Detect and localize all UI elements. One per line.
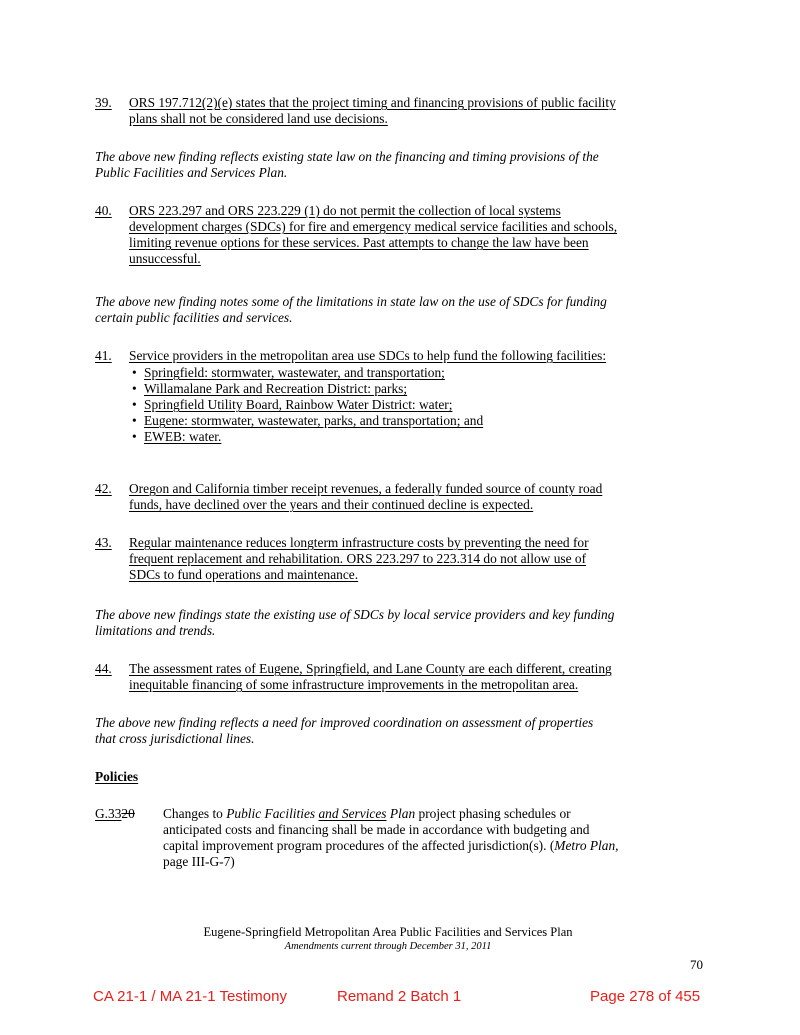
note-line: limitations and trends.: [95, 623, 216, 638]
finding-note: [95, 294, 710, 326]
finding-line: development charges (SDCs) for fire and emergency medical service facilities and schools,: [129, 219, 618, 234]
finding-line: unsuccessful.: [129, 251, 201, 266]
list-item: • Springfield: stormwater, wastewater, and transportation;: [132, 365, 445, 380]
finding-42: [95, 481, 710, 513]
list-item: • Willamalane Park and Recreation District: parks;: [132, 381, 408, 396]
list-item: • EWEB: water.: [132, 429, 222, 444]
finding-number: 41.: [95, 348, 112, 363]
note-line: The above new finding reflects existing state law on the financing and timing provisions of the: [95, 149, 599, 164]
note-line: that cross jurisdictional lines.: [95, 731, 255, 746]
bullet-icon: •: [132, 429, 137, 444]
stamp-testimony: CA 21-1 / MA 21-1 Testimony: [93, 988, 287, 1005]
finding-number: 39.: [95, 95, 112, 110]
note-line: Public Facilities and Services Plan.: [95, 165, 288, 180]
stamp-page: Page 278 of 455: [590, 988, 701, 1005]
finding-line: limiting revenue options for these services. Past attempts to change the law have been: [129, 235, 589, 250]
bullet-icon: •: [132, 365, 137, 380]
policy-code-old: 20: [121, 806, 135, 821]
bullet-icon: •: [132, 413, 137, 428]
finding-line: plans shall not be considered land use decisions.: [129, 111, 388, 126]
stamp-batch: Remand 2 Batch 1: [337, 988, 462, 1005]
finding-line: inequitable financing of some infrastructure improvements in the metropolitan area.: [129, 677, 579, 692]
finding-line: Regular maintenance reduces longterm infrastructure costs by preventing the need for: [129, 535, 589, 550]
finding-line: Service providers in the metropolitan area use SDCs to help fund the following facilities:: [129, 348, 607, 363]
policy-code-new: G.33: [95, 806, 122, 821]
finding-line: SDCs to fund operations and maintenance.: [129, 567, 359, 582]
finding-number: 40.: [95, 203, 112, 218]
page-number: 70: [690, 957, 703, 972]
note-line: The above new findings state the existing use of SDCs by local service providers and key funding: [95, 607, 615, 622]
finding-41: [95, 348, 710, 364]
finding-note: [95, 607, 710, 639]
list-item: • Springfield Utility Board, Rainbow Water District: water;: [132, 397, 453, 412]
policy-text: [163, 806, 708, 870]
finding-line: ORS 197.712(2)(e) states that the project timing and financing provisions of public facility: [129, 95, 616, 110]
finding-40: [95, 203, 710, 267]
finding-note: [95, 715, 710, 747]
finding-39: [95, 95, 710, 127]
policies-heading: Policies: [95, 769, 139, 784]
policy-line: capital improvement program procedures of the affected jurisdiction(s). (Metro Plan,: [163, 838, 619, 853]
finding-line: ORS 223.297 and ORS 223.229 (1) do not permit the collection of local systems: [129, 203, 561, 218]
footer-title: Eugene-Springfield Metropolitan Area Public Facilities and Services Plan: [203, 925, 573, 939]
finding-line: The assessment rates of Eugene, Springfield, and Lane County are each different, creating: [129, 661, 612, 676]
finding-number: 43.: [95, 535, 112, 550]
bullet-icon: •: [132, 381, 137, 396]
policy-line: Changes to Public Facilities and Services Plan project phasing schedules or: [163, 806, 571, 821]
finding-number: 42.: [95, 481, 112, 496]
footer-subtitle: Amendments current through December 31, 2011: [284, 941, 492, 952]
finding-44: [95, 661, 710, 693]
note-line: The above new finding reflects a need for improved coordination on assessment of properties: [95, 715, 594, 730]
finding-line: Oregon and California timber receipt revenues, a federally funded source of county road: [129, 481, 603, 496]
list-item: • Eugene: stormwater, wastewater, parks, and transportation; and: [132, 413, 484, 428]
finding-number: 44.: [95, 661, 112, 676]
finding-line: frequent replacement and rehabilitation. ORS 223.297 to 223.314 do not allow use of: [129, 551, 587, 566]
facility-list: [132, 365, 483, 445]
note-line: The above new finding notes some of the limitations in state law on the use of SDCs for funding: [95, 294, 607, 309]
policy-line: page III-G-7): [163, 854, 235, 869]
policy-code: [95, 806, 135, 822]
finding-note: [95, 149, 710, 181]
bullet-icon: •: [132, 397, 137, 412]
finding-line: funds, have declined over the years and their continued decline is expected.: [129, 497, 534, 512]
note-line: certain public facilities and services.: [95, 310, 293, 325]
policy-line: anticipated costs and financing shall be made in accordance with budgeting and: [163, 822, 590, 837]
finding-43: [95, 535, 710, 583]
